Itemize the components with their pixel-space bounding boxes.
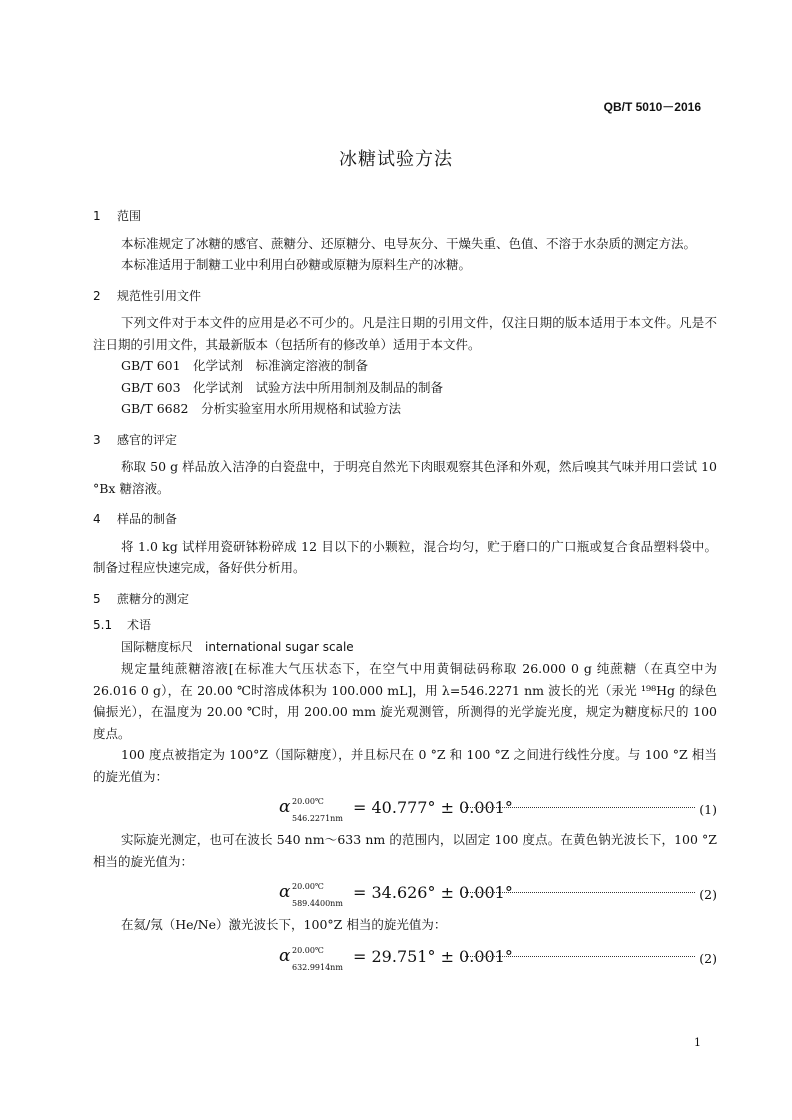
section-4-heading: 4 样品的制备 <box>93 512 178 526</box>
paragraph: 称取 50 g 样品放入洁净的白瓷盘中，于明亮自然光下肉眼观察其色泽和外观，然后嗅其气味并用口尝试 10 °Bx 糖溶液。 <box>93 459 717 496</box>
page-number: 1 <box>694 1036 701 1049</box>
leader-dots <box>465 807 695 808</box>
paragraph: 100 度点被指定为 100°Z（国际糖度），并且标尺在 0 °Z 和 100 °Z 之间进行线性分度。与 100 °Z 相当的旋光值为： <box>93 747 717 784</box>
formula-1: α 20.00℃ 546.2271nm = 40.777° ± 0.001° (1) <box>279 797 717 823</box>
section-5-heading: 5 蔗糖分的测定 <box>93 591 190 606</box>
section-2-heading: 2 规范性引用文件 <box>93 288 202 303</box>
formula-2: α 20.00℃ 589.4400nm = 34.626° ± 0.001° (2) <box>279 882 717 908</box>
paragraph: 本标准规定了冰糖的感官、蔗糖分、还原糖分、电导灰分、干燥失重、色值、不溶于水杂质的测定方法。 <box>121 235 697 251</box>
paragraph: 下列文件对于本文件的应用是必不可少的。凡是注日期的引用文件，仅注日期的版本适用于本文件。凡是不注日期的引用文件，其最新版本（包括所有的修改单）适用于本文件。 <box>93 315 717 352</box>
leader-dots <box>465 956 695 957</box>
paragraph: 规定量纯蔗糖溶液[在标准大气压状态下，在空气中用黄铜砝码称取 26.000 0 g 纯蔗糖（在真空中为 26.016 0 g），在 20.00 ℃时溶成体积为 100.000 mL]，用 λ=546.2271 nm 波长的光（汞光 ¹⁹⁸Hg 的绿色偏振光），在温度为 20.00 ℃时，用 200.00 mm 旋光观测管，所测得的光学旋光度，规定为糖度标尺的 100 度点。 <box>93 661 717 741</box>
standard-code: QB/T 5010－2016 <box>603 100 701 114</box>
paragraph: 实际旋光测定，也可在波长 540 nm～633 nm 的范围内，以固定 100 度点。在黄色钠光波长下，100 °Z 相当的旋光值为： <box>93 832 717 869</box>
reference-item: GB/T 6682 分析实验室用水所用规格和试验方法 <box>121 401 402 416</box>
subsection-5-1-heading: 5.1 术语 <box>93 618 152 632</box>
formula-3: α 20.00℃ 632.9914nm = 29.751° ± 0.001° (2) <box>279 945 717 972</box>
paragraph: 在氦/氖（He/Ne）激光波长下，100°Z 相当的旋光值为： <box>121 917 447 932</box>
section-3-heading: 3 感官的评定 <box>93 432 178 447</box>
section-1-heading: 1 范围 <box>93 209 142 223</box>
reference-item: GB/T 601 化学试剂 标准滴定溶液的制备 <box>121 358 369 373</box>
paragraph: 将 1.0 kg 试样用瓷研钵粉碎成 12 目以下的小颗粒，混合均匀，贮于磨口的广口瓶或复合食品塑料袋中。制备过程应快速完成，备好供分析用。 <box>93 538 717 575</box>
term-definition-title: 国际糖度标尺 international sugar scale <box>121 639 354 654</box>
document-title: 冰糖试验方法 <box>339 149 453 170</box>
leader-dots <box>465 892 695 893</box>
document-body <box>93 200 717 978</box>
reference-item: GB/T 603 化学试剂 试验方法中所用制剂及制品的制备 <box>121 379 444 395</box>
paragraph: 本标准适用于制糖工业中利用白砂糖或原糖为原料生产的冰糖。 <box>121 257 472 272</box>
